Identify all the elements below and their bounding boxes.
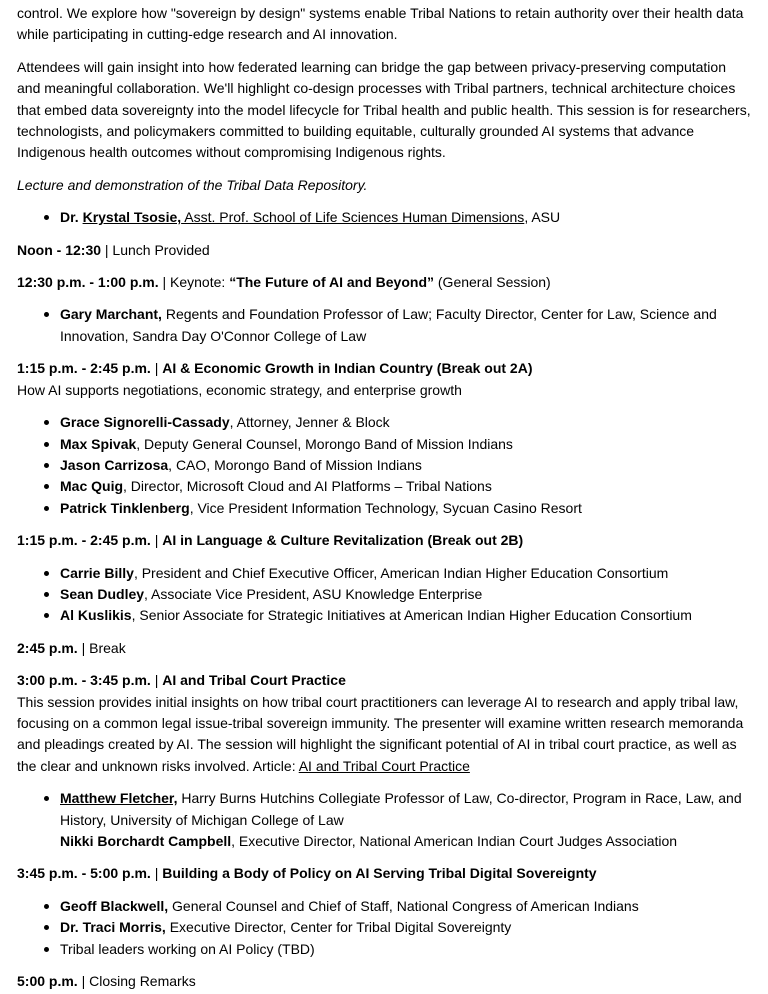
speaker-title: Regents and Foundation Professor of Law; Faculty Director, Center for Law, Science and Innovation, Sandra Day O'Connor College of Law — [60, 306, 717, 344]
speaker-jason-carrizosa — [17, 455, 752, 476]
speaker-list-breakout-2a — [17, 412, 752, 519]
speaker-name: Mac Quig — [60, 478, 124, 495]
session-suffix: (General Session) — [434, 274, 551, 291]
session-tribal-court — [17, 670, 752, 691]
speaker-al-kuslikis — [17, 605, 752, 626]
speaker-title: , Vice President Information Technology, Sycuan Casino Resort — [189, 499, 582, 516]
session-policy — [17, 863, 752, 884]
session-title: AI in Language & Culture Revitalization (Break out 2B) — [162, 532, 524, 549]
session-separator: | — [150, 672, 163, 689]
speaker-tribal-leaders-tbd — [17, 939, 752, 960]
bullet-icon — [44, 571, 49, 576]
session-breakout-2b — [17, 530, 752, 551]
session-title: AI & Economic Growth in Indian Country (Break out 2A) — [162, 360, 533, 377]
speaker-max-spivak — [17, 434, 752, 455]
speaker-title: Executive Director, Center for Tribal Digital Sovereignty — [165, 919, 512, 936]
speaker-name: Carrie Billy — [60, 564, 134, 581]
speaker-name: Al Kuslikis — [60, 607, 132, 624]
speaker-list-keynote — [17, 304, 752, 347]
session-description-health-data — [17, 57, 752, 164]
speaker-list-health-session — [17, 207, 752, 228]
keynote-title: “The Future of AI and Beyond” — [229, 274, 434, 291]
speaker-title: General Counsel and Chief of Staff, National Congress of American Indians — [168, 897, 639, 914]
session-title: AI and Tribal Court Practice — [162, 672, 346, 689]
session-time: 12:30 p.m. - 1:00 p.m. — [17, 274, 159, 291]
speaker-title: Tribal leaders working on AI Policy (TBD) — [60, 940, 315, 957]
speaker-name: Gary Marchant, — [60, 306, 162, 323]
session-time: 5:00 p.m. — [17, 973, 78, 990]
speaker-patrick-tinklenberg — [17, 498, 752, 519]
session-separator: | — [150, 532, 163, 549]
session-time: Noon - 12:30 — [17, 241, 102, 258]
bullet-icon — [44, 613, 49, 618]
bullet-icon — [44, 484, 49, 489]
speaker-affiliation: , ASU — [524, 209, 561, 226]
session-break — [17, 638, 752, 659]
speaker-title: , Executive Director, National American Indian Court Judges Association — [231, 833, 678, 849]
text-run: control. We explore how "sovereign by design" systems enable Tribal Nations to retain authority over their health data while participating in cutting-edge research and AI innovation. — [17, 5, 744, 43]
speaker-name: Patrick Tinklenberg — [60, 499, 190, 516]
bullet-icon — [44, 215, 49, 220]
speaker-honorific: Dr. — [60, 209, 83, 226]
session-separator: | — [150, 865, 163, 882]
text-run: How AI supports negotiations, economic strategy, and enterprise growth — [17, 381, 462, 398]
session-time: 2:45 p.m. — [17, 639, 78, 656]
session-separator: | — [150, 360, 163, 377]
session-time: 3:45 p.m. - 5:00 p.m. — [17, 865, 151, 882]
speaker-title: , Deputy General Counsel, Morongo Band of Mission Indians — [136, 435, 513, 452]
lecture-note-text: Lecture and demonstration of the Tribal Data Repository. — [17, 176, 368, 193]
speaker-name: Nikki Borchardt Campbell — [60, 833, 232, 849]
bullet-icon — [44, 592, 49, 597]
speaker-list-breakout-2b — [17, 563, 752, 627]
speaker-title: , Director, Microsoft Cloud and AI Platforms – Tribal Nations — [123, 478, 492, 495]
speaker-name: Max Spivak — [60, 435, 137, 452]
bullet-icon — [44, 904, 49, 909]
session-label: | Break — [77, 639, 126, 656]
speaker-title: , Associate Vice President, ASU Knowledge Enterprise — [144, 585, 483, 602]
bullet-icon — [44, 442, 49, 447]
speaker-title: , Attorney, Jenner & Block — [229, 414, 390, 431]
speaker-name-link[interactable]: Matthew Fletcher, — [60, 790, 178, 807]
bullet-icon — [44, 506, 49, 511]
speaker-sean-dudley — [17, 584, 752, 605]
text-run: Attendees will gain insight into how federated learning can bridge the gap between privacy-preserving computation and meaningful collaboration. We'll highlight co-design processes with Tribal partners, technical architecture choices that embed data sovereignty into the model lifecycle for Tribal health and public health. This session is for researchers, technologists, and policymakers committed to building equitable, culturally grounded AI systems that advance Indigenous health outcomes without compromising Indigenous rights. — [17, 58, 751, 161]
speaker-line — [60, 788, 752, 831]
bullet-icon — [44, 796, 49, 801]
speaker-title: , President and Chief Executive Officer, American Indian Higher Education Consortium — [133, 564, 669, 581]
session-label: | Keynote: — [158, 274, 230, 291]
session-time: 1:15 p.m. - 2:45 p.m. — [17, 360, 151, 377]
speaker-name: Dr. Traci Morris, — [60, 919, 166, 936]
intro-paragraph-continued — [17, 3, 752, 46]
speaker-traci-morris — [17, 917, 752, 938]
speaker-name-link[interactable]: Krystal Tsosie, — [82, 209, 182, 226]
session-title: Building a Body of Policy on AI Serving Tribal Digital Sovereignty — [162, 865, 597, 882]
session-time: 1:15 p.m. - 2:45 p.m. — [17, 532, 151, 549]
session-closing — [17, 971, 752, 992]
session-time: 3:00 p.m. - 3:45 p.m. — [17, 672, 151, 689]
speaker-krystal-tsosie — [17, 207, 752, 228]
article-link[interactable]: AI and Tribal Court Practice — [298, 757, 470, 774]
session-breakout-2a-subtitle — [17, 380, 752, 401]
speaker-name: Jason Carrizosa — [60, 456, 169, 473]
bullet-icon — [44, 925, 49, 930]
session-label: | Closing Remarks — [77, 973, 196, 990]
speaker-name: Grace Signorelli-Cassady — [60, 414, 230, 431]
speaker-mac-quig — [17, 476, 752, 497]
speaker-grace-signorelli-cassady — [17, 412, 752, 433]
speaker-title: , Senior Associate for Strategic Initiatives at American Indian Higher Education Consortium — [131, 607, 692, 624]
speaker-matthew-fletcher-item — [17, 788, 752, 852]
speaker-name: Sean Dudley — [60, 585, 145, 602]
session-breakout-2a — [17, 358, 752, 379]
speaker-nikki-borchardt-campbell — [60, 831, 752, 852]
bullet-icon — [44, 312, 49, 317]
speaker-name: Geoff Blackwell, — [60, 897, 169, 914]
speaker-title: Harry Burns Hutchins Collegiate Professor of Law, Co-director, Program in Race, Law, and History, University of Michigan College of Law — [60, 790, 742, 828]
speaker-title: , CAO, Morongo Band of Mission Indians — [168, 456, 422, 473]
session-keynote — [17, 272, 752, 293]
speaker-list-tribal-court — [17, 788, 752, 852]
lecture-note — [17, 175, 752, 196]
bullet-icon — [44, 947, 49, 952]
text-run: This session provides initial insights on how tribal court practitioners can leverage AI to research and apply tribal law, focusing on a common legal issue-tribal sovereign immunity. The presenter will examine written research memoranda and pleadings created by AI. The session will highlight the significant potential of AI in tribal court practice, as well as the clear and unknown risks involved. Article: — [17, 693, 744, 774]
session-label: | Lunch Provided — [101, 241, 210, 258]
bullet-icon — [44, 463, 49, 468]
speaker-geoff-blackwell — [17, 896, 752, 917]
session-tribal-court-description — [17, 692, 752, 778]
speaker-carrie-billy — [17, 563, 752, 584]
speaker-list-policy — [17, 896, 752, 960]
bullet-icon — [44, 420, 49, 425]
session-lunch — [17, 240, 752, 261]
speaker-gary-marchant — [17, 304, 752, 347]
speaker-title-link[interactable]: Asst. Prof. School of Life Sciences Human Dimensions — [181, 209, 525, 226]
